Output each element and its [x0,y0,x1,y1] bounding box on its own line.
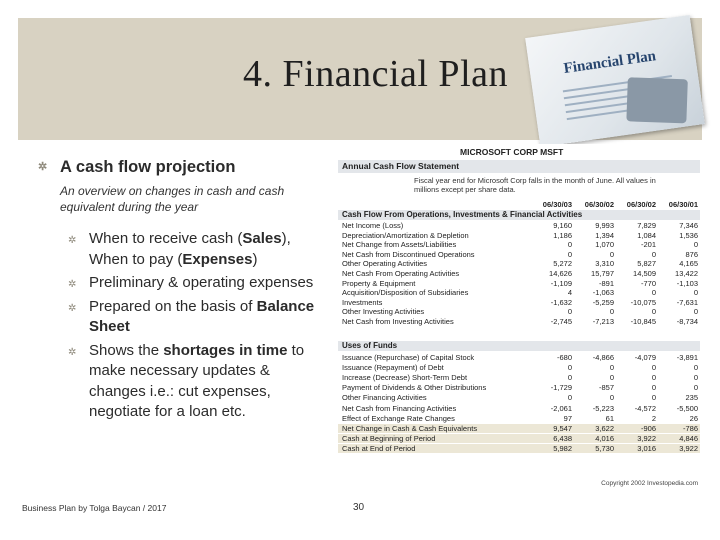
page-number: 30 [353,502,365,513]
table-row [338,393,700,402]
row-value: -3,891 [676,352,698,362]
row-value: 0 [651,393,656,403]
table-row [338,383,700,392]
row-value: -7,631 [676,297,698,307]
row-value: 3,922 [679,444,698,454]
bullet-text: Preliminary & operating expenses [89,274,314,291]
row-label: Other Financing Activities [342,393,427,403]
row-label: Net Income (Loss) [342,221,404,230]
bullet-text: When to receive cash ( [89,230,243,247]
row-value: 0 [693,288,698,298]
row-value: -10,075 [630,297,656,307]
bullet-main-text: A cash flow projection [60,158,236,176]
row-label: Acquisition/Disposition of Subsidiaries [342,288,469,298]
bullet-list [38,158,338,426]
row-label: Net Cash from Financing Activities [342,403,457,413]
table-row [338,414,700,423]
row-value: 4,016 [595,434,614,444]
bullet-bold-text: shortages in time [163,341,288,359]
row-value: 0 [567,373,572,382]
table-row [338,424,700,433]
row-value: 61 [605,413,614,423]
row-value: -7,213 [592,317,614,326]
bullet-main-description: An overview on changes in cash and cash equivalent during the year [60,184,285,214]
row-value: 1,186 [553,230,572,240]
row-value: -891 [598,278,614,288]
table-row [338,353,700,362]
row-value: 5,982 [553,444,572,454]
row-value: 2 [651,413,656,423]
row-value: 0 [651,288,656,298]
bullet-bold-text: Balance Sheet [89,297,315,335]
bullet-text: ) [252,250,258,268]
row-value: 9,993 [595,221,614,230]
row-value: -4,079 [634,352,656,362]
row-label: Other Investing Activities [342,307,425,317]
row-value: -5,223 [592,403,614,413]
column-header: 06/30/02 [626,200,656,209]
table-row [338,288,700,297]
column-header: 06/30/01 [668,200,698,209]
row-value: 4,846 [679,434,698,444]
row-value: 0 [693,240,698,250]
table-row [338,363,700,372]
row-value: 6,438 [553,434,572,444]
bullet-text: Shows the [89,341,164,359]
row-value: 0 [651,373,656,382]
row-value: -1,632 [550,297,572,307]
row-value: 0 [609,249,614,259]
row-value: -770 [640,278,656,288]
table-row [338,373,700,382]
table-header-row [338,200,700,209]
row-value: 1,536 [679,230,698,240]
row-value: 0 [693,373,698,382]
row-value: 0 [651,307,656,317]
row-value: 0 [609,362,614,372]
photo-label: Financial Plan [562,48,657,77]
row-value: -857 [598,383,614,393]
row-value: -4,866 [592,352,614,362]
row-value: -8,734 [676,317,698,326]
row-value: -2,061 [550,403,572,413]
column-header: 06/30/03 [542,200,572,209]
section-header-operations: Cash Flow From Operations, Investments & Financial Activities [338,210,700,220]
table-row [338,240,700,249]
row-value: -2,745 [550,317,572,326]
row-value: 0 [567,249,572,259]
table-row [338,231,700,240]
sub-bullet-item [68,273,319,294]
table-note: Fiscal year end for Microsoft Corp falls in the month of June. All values in millions except per share data. [414,176,656,194]
row-value: -10,845 [630,317,656,326]
sub-bullet-item [68,341,319,423]
table-row [338,444,700,453]
row-value: -1,109 [550,278,572,288]
row-value: 9,160 [553,221,572,230]
row-value: 0 [609,393,614,403]
bullet-bold-text: Sales [242,230,282,247]
bullet-text: Prepared on the basis of [89,297,257,315]
table-copyright: Copyright 2002 Investopedia.com [601,480,698,487]
row-value: 0 [651,383,656,393]
table-row [338,434,700,443]
row-label: Net Cash From Operating Activities [342,269,460,278]
row-value: -5,500 [676,403,698,413]
bullet-text: to make necessary updates & changes i.e.: cut expenses, negotiate for a loan etc. [89,341,305,420]
row-value: 7,346 [679,221,698,230]
row-value: 26 [689,413,698,423]
table-row [338,221,700,230]
table-row [338,269,700,278]
row-value: 0 [651,362,656,372]
row-value: 1,394 [595,230,614,240]
sub-bullet-item [68,297,319,338]
row-value: 0 [693,362,698,372]
row-label: Net Cash from Investing Activities [342,317,454,326]
bullet-star-icon: ✲ [68,235,77,246]
bullet-text: ), When to pay ( [89,230,291,268]
column-header: 06/30/02 [584,200,614,209]
table-row [338,307,700,316]
table-heading: Annual Cash Flow Statement [338,160,700,173]
row-value: 15,797 [591,269,614,278]
bullet-star-icon: ✲ [68,346,77,358]
table-row [338,250,700,259]
row-label: Net Change in Cash & Cash Equivalents [342,424,478,433]
row-value: 1,084 [637,230,656,240]
row-value: 97 [563,413,572,423]
row-value: 7,829 [637,221,656,230]
row-value: 0 [651,249,656,259]
row-value: 4 [567,288,572,298]
row-value: 1,070 [595,240,614,250]
row-value: -906 [640,424,656,433]
table-row [338,404,700,413]
row-label: Net Cash from Discontinued Operations [342,249,475,259]
row-value: -1,103 [676,278,698,288]
row-value: -1,729 [550,383,572,393]
row-value: 3,922 [637,434,656,444]
row-value: 0 [693,383,698,393]
table-row [338,279,700,288]
row-value: -4,572 [634,403,656,413]
footer-text: Business Plan by Tolga Baycan / 2017 [22,503,167,513]
row-value: -680 [556,352,572,362]
row-value: 9,547 [553,424,572,433]
cash-flow-statement [336,144,702,491]
section-header-uses-of-funds: Uses of Funds [338,341,700,351]
row-label: Cash at End of Period [342,444,416,454]
bullet-star-icon: ✲ [38,161,48,173]
row-label: Investments [342,297,383,307]
table-row [338,298,700,307]
row-value: 3,016 [637,444,656,454]
row-label: Net Change from Assets/Liabilities [342,240,457,250]
financial-plan-photo [525,15,705,147]
slide-title: 4. Financial Plan [243,53,508,95]
table-company: MICROSOFT CORP MSFT [460,147,564,157]
row-label: Increase (Decrease) Short-Term Debt [342,373,468,382]
row-value: 0 [693,307,698,317]
row-label: Property & Equipment [342,278,416,288]
row-value: 3,310 [595,259,614,269]
row-value: 4,165 [679,259,698,269]
bullet-bold-text: Expenses [182,250,253,268]
row-value: 5,730 [595,444,614,454]
row-value: 0 [567,393,572,403]
row-label: Issuance (Repurchase) of Capital Stock [342,352,475,362]
row-value: 0 [609,373,614,382]
sub-bullet-list [68,229,338,423]
row-value: 14,626 [549,269,572,278]
row-label: Effect of Exchange Rate Changes [342,413,455,423]
bullet-star-icon: ✲ [68,279,77,290]
row-value: -1,063 [592,288,614,298]
row-value: 5,272 [553,259,572,269]
row-value: 235 [685,393,698,403]
row-value: 5,827 [637,259,656,269]
row-label: Cash at Beginning of Period [342,434,436,444]
row-value: 876 [685,249,698,259]
row-value: -201 [640,240,656,250]
row-value: 0 [567,240,572,250]
row-value: 14,509 [633,269,656,278]
row-value: 0 [567,307,572,317]
row-label: Payment of Dividends & Other Distributions [342,383,487,393]
row-value: 13,422 [675,269,698,278]
row-label: Depreciation/Amortization & Depletion [342,230,469,240]
calculator-icon [626,77,687,123]
row-value: 0 [609,307,614,317]
row-value: 0 [567,362,572,372]
row-value: -786 [682,424,698,433]
row-label: Issuance (Repayment) of Debt [342,362,444,372]
row-value: 3,622 [595,424,614,433]
bullet-star-icon: ✲ [68,302,77,314]
table-row [338,259,700,268]
row-label: Other Operating Activities [342,259,428,269]
sub-bullet-item [68,229,319,270]
row-value: -5,259 [592,297,614,307]
table-row [338,317,700,326]
bullet-main [38,158,338,177]
